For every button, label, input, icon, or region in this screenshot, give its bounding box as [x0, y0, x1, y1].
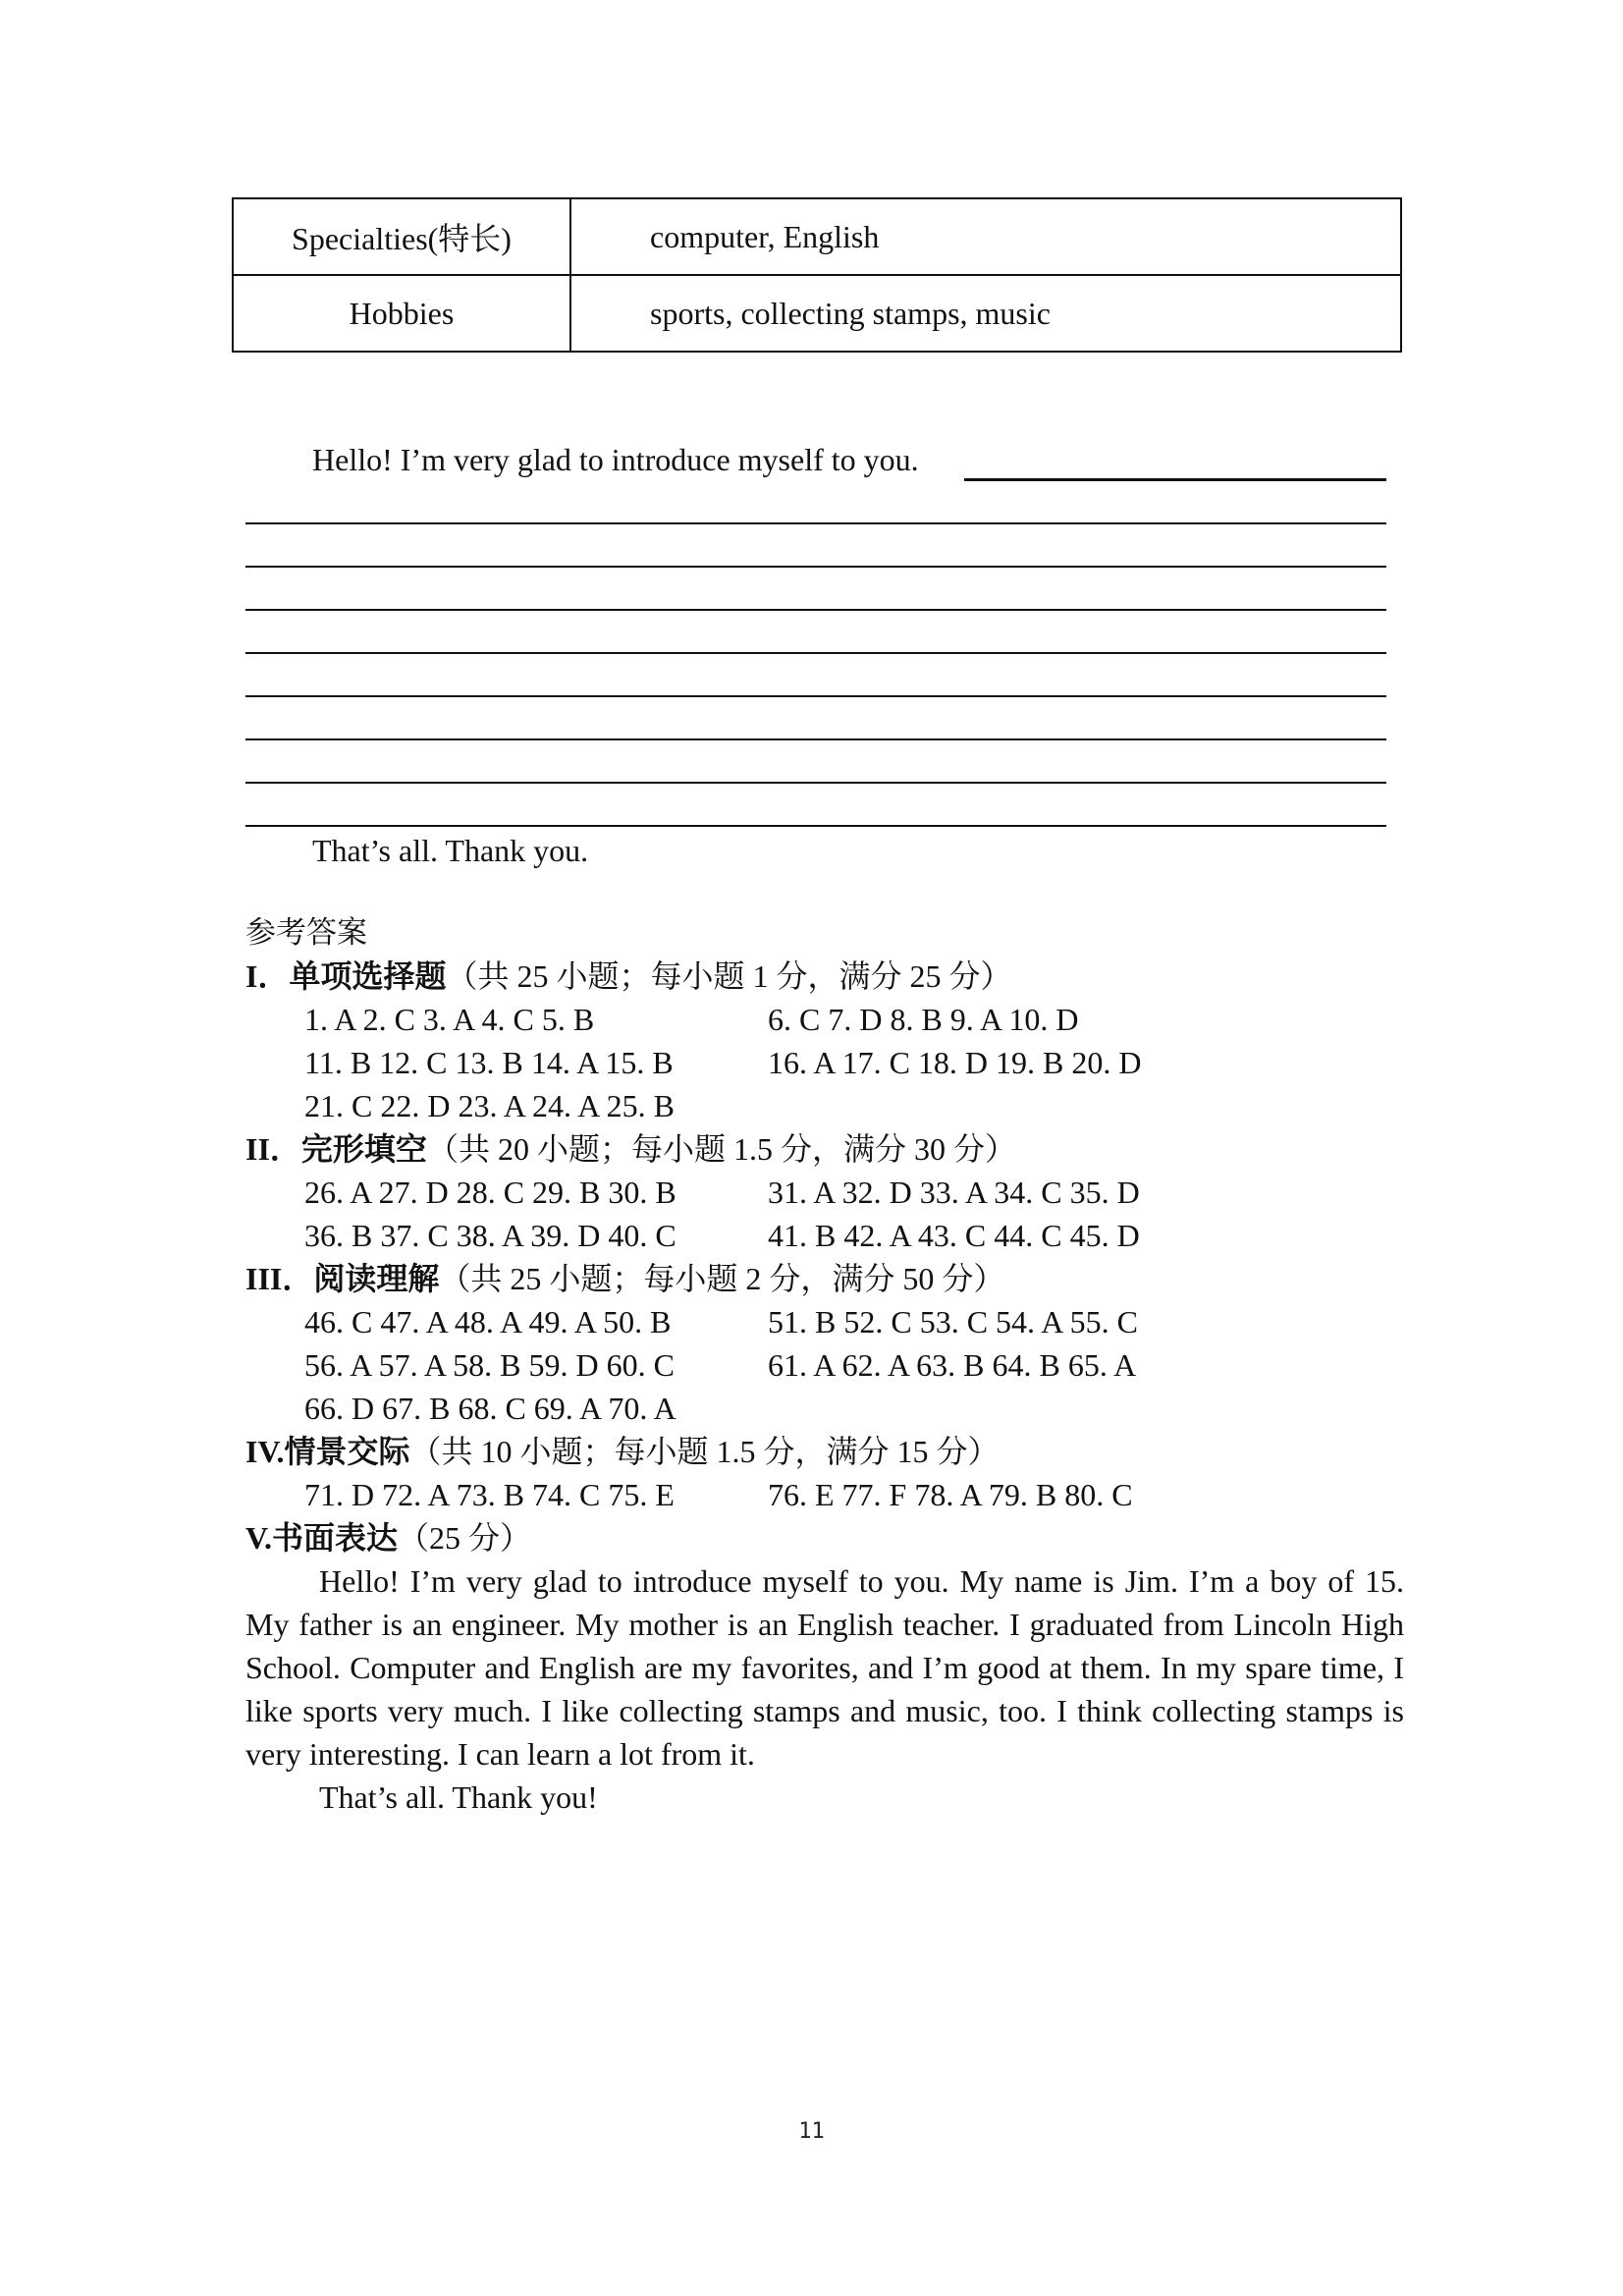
answer-row — [245, 1214, 1404, 1257]
sample-essay — [245, 1559, 1404, 1819]
section-name: 阅读理解 — [313, 1261, 440, 1296]
essay-paragraph — [245, 1559, 1404, 1776]
section-detail: （25 分） — [398, 1520, 532, 1556]
writing-line — [245, 738, 1386, 740]
table-row — [233, 198, 1401, 275]
table-row — [233, 275, 1401, 352]
section-heading — [245, 1430, 1404, 1473]
answer-group: 31. A 32. D 33. A 34. C 35. D — [768, 1175, 1140, 1210]
section-detail: （共 25 小题；每小题 2 分，满分 50 分） — [439, 1261, 1005, 1296]
writing-line — [245, 522, 1386, 524]
section-detail: （共 25 小题；每小题 1 分，满分 25 分） — [446, 958, 1012, 994]
answer-row — [245, 1343, 1404, 1387]
answer-group: 16. A 17. C 18. D 19. B 20. D — [768, 1045, 1142, 1080]
answer-group: 56. A 57. A 58. B 59. D 60. C — [304, 1347, 675, 1383]
answer-group: 11. B 12. C 13. B 14. A 15. B — [304, 1045, 674, 1080]
intro-text: Hello! I’m very glad to introduce myself to you. — [312, 442, 919, 477]
writing-line — [245, 609, 1386, 611]
closing-text: That’s all. Thank you. — [312, 833, 589, 868]
section-numeral: II． — [245, 1131, 301, 1167]
answer-group: 46. C 47. A 48. A 49. A 50. B — [304, 1304, 672, 1339]
answer-group: 26. A 27. D 28. C 29. B 30. B — [304, 1175, 676, 1210]
essay-text: Hello! I’m very glad to introduce myself to you. My name is Jim. I’m a boy of 15. My father is an engineer. My mother is an English teacher. I graduated from Lincoln High School. Computer and English are my favorites, and I’m good at them. In my spare time, I like sports very much. I like collecting stamps and music, too. I think collecting stamps is very interesting. I can learn a lot from it. — [245, 1563, 1404, 1772]
page-number: 11 — [798, 2119, 825, 2144]
section-numeral: I． — [245, 958, 290, 994]
answer-group — [768, 1387, 1404, 1430]
section-heading — [245, 1257, 1404, 1300]
info-table — [232, 197, 1402, 353]
section-numeral: V. — [245, 1520, 272, 1556]
answer-key — [245, 911, 1404, 1819]
section-numeral: III． — [245, 1261, 314, 1296]
section-heading — [245, 1516, 1404, 1559]
writing-line — [245, 782, 1386, 784]
answer-key-title: 参考答案 — [245, 915, 367, 950]
answer-row — [245, 1171, 1404, 1214]
writing-line — [964, 478, 1386, 481]
answer-group: 61. A 62. A 63. B 64. B 65. A — [768, 1347, 1137, 1383]
section-detail: （共 10 小题；每小题 1.5 分，满分 15 分） — [409, 1434, 1000, 1469]
answer-row — [245, 1084, 1404, 1127]
answer-group: 1. A 2. C 3. A 4. C 5. B — [304, 1002, 595, 1037]
section-name: 书面表达 — [271, 1520, 398, 1556]
answer-row — [245, 998, 1404, 1041]
section-numeral: IV. — [245, 1434, 285, 1469]
answer-group: 71. D 72. A 73. B 74. C 75. E — [304, 1477, 675, 1512]
answer-group: 21. C 22. D 23. A 24. A 25. B — [304, 1088, 675, 1123]
row-label: Specialties(特长) — [233, 198, 570, 275]
essay-closing: That’s all. Thank you! — [319, 1779, 598, 1815]
answer-group: 41. B 42. A 43. C 44. C 45. D — [768, 1218, 1140, 1253]
answer-group: 76. E 77. F 78. A 79. B 80. C — [768, 1477, 1133, 1512]
writing-line — [245, 695, 1386, 697]
writing-line — [245, 825, 1386, 827]
answer-group — [768, 1084, 1404, 1127]
answer-row — [245, 1300, 1404, 1343]
section-heading — [245, 1127, 1404, 1171]
answer-group: 66. D 67. B 68. C 69. A 70. A — [304, 1391, 676, 1426]
section-name: 完形填空 — [300, 1131, 427, 1167]
section-detail: （共 20 小题；每小题 1.5 分，满分 30 分） — [426, 1131, 1016, 1167]
section-name: 情景交际 — [284, 1434, 410, 1469]
writing-line — [245, 652, 1386, 654]
answer-group: 51. B 52. C 53. C 54. A 55. C — [768, 1304, 1138, 1339]
answer-row — [245, 1473, 1404, 1516]
row-value: sports, collecting stamps, music — [570, 275, 1401, 352]
answer-group: 36. B 37. C 38. A 39. D 40. C — [304, 1218, 676, 1253]
section-name: 单项选择题 — [289, 958, 447, 994]
answer-row — [245, 1041, 1404, 1084]
writing-line — [245, 566, 1386, 568]
row-value: computer, English — [570, 198, 1401, 275]
answer-group: 6. C 7. D 8. B 9. A 10. D — [768, 1002, 1079, 1037]
section-heading — [245, 955, 1404, 998]
row-label: Hobbies — [233, 275, 570, 352]
answer-row — [245, 1387, 1404, 1430]
